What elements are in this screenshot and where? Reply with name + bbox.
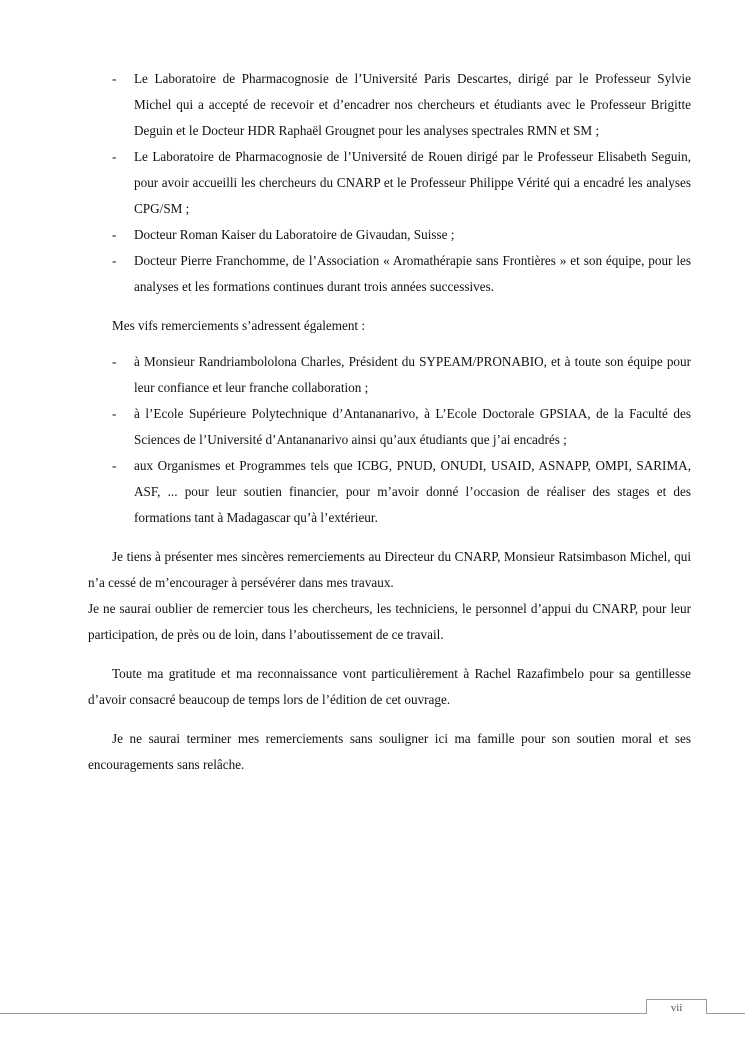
list-item xyxy=(88,453,691,531)
dash-bullet: - xyxy=(112,149,117,164)
family-paragraph: Je ne saurai terminer mes remerciements sans souligner ici ma famille pour son soutien moral et ses encouragements sans relâche. xyxy=(88,731,691,772)
list-item-text: Le Laboratoire de Pharmacognosie de l’Université Paris Descartes, dirigé par le Professeur Sylvie Michel qui a accepté de recevoir et d’encadrer nos chercheurs et étudiants avec le Professeur Brigitte Deguin et le Docteur HDR Raphaël Grougnet pour les analyses spectrales RMN et SM ; xyxy=(134,71,691,138)
list-item xyxy=(88,401,691,453)
list-item-text: à l’Ecole Supérieure Polytechnique d’Antananarivo, à L’Ecole Doctorale GPSIAA, de la Faculté des Sciences de l’Université d’Antananarivo ainsi qu’aux étudiants que j’ai encadrés ; xyxy=(134,406,691,447)
dash-bullet: - xyxy=(112,354,117,369)
gratitude-paragraph: Toute ma gratitude et ma reconnaissance vont particulièrement à Rachel Razafimbelo pour sa gentillesse d’avoir consacré beaucoup de temps lors de l’édition de cet ouvrage. xyxy=(88,666,691,707)
director-paragraph: Je tiens à présenter mes sincères remerciements au Directeur du CNARP, Monsieur Ratsimbason Michel, qui n’a cessé de m’encourager à persévérer dans mes travaux. xyxy=(88,549,691,590)
staff-paragraph: Je ne saurai oublier de remercier tous les chercheurs, les techniciens, le personnel d’appui du CNARP, pour leur participation, de près ou de loin, dans l’aboutissement de ce travail. xyxy=(88,601,691,642)
partner-labs-list xyxy=(88,66,691,300)
list-item-text: Docteur Roman Kaiser du Laboratoire de Givaudan, Suisse ; xyxy=(134,227,455,242)
institutions-list xyxy=(88,349,691,531)
thanks-intro: Mes vifs remerciements s’adressent également : xyxy=(112,318,366,333)
footer-rule xyxy=(0,1013,745,1014)
list-item xyxy=(88,222,691,248)
list-item xyxy=(88,144,691,222)
list-item-text: Le Laboratoire de Pharmacognosie de l’Université de Rouen dirigé par le Professeur Elisabeth Seguin, pour avoir accueilli les chercheurs du CNARP et le Professeur Philippe Vérité qui a encadré les analyses CPG/SM ; xyxy=(134,149,691,216)
list-item xyxy=(88,349,691,401)
dash-bullet: - xyxy=(112,253,117,268)
dash-bullet: - xyxy=(112,406,117,421)
list-item xyxy=(88,248,691,300)
list-item-text: Docteur Pierre Franchomme, de l’Association « Aromathérapie sans Frontières » et son équipe, pour les analyses et les formations continues durant trois années successives. xyxy=(134,253,691,294)
dash-bullet: - xyxy=(112,227,117,242)
dash-bullet: - xyxy=(112,71,117,86)
list-item xyxy=(88,66,691,144)
dash-bullet: - xyxy=(112,458,117,473)
list-item-text: à Monsieur Randriambololona Charles, Président du SYPEAM/PRONABIO, et à toute son équipe pour leur confiance et leur franche collaboration ; xyxy=(134,354,691,395)
page-content xyxy=(88,66,691,778)
page-number: vii xyxy=(646,999,707,1014)
list-item-text: aux Organismes et Programmes tels que ICBG, PNUD, ONUDI, USAID, ASNAPP, OMPI, SARIMA, ASF, ... pour leur soutien financier, pour m’avoir donné l’occasion de réaliser des stages et des formations tant à Madagascar qu’à l’extérieur. xyxy=(134,458,691,525)
